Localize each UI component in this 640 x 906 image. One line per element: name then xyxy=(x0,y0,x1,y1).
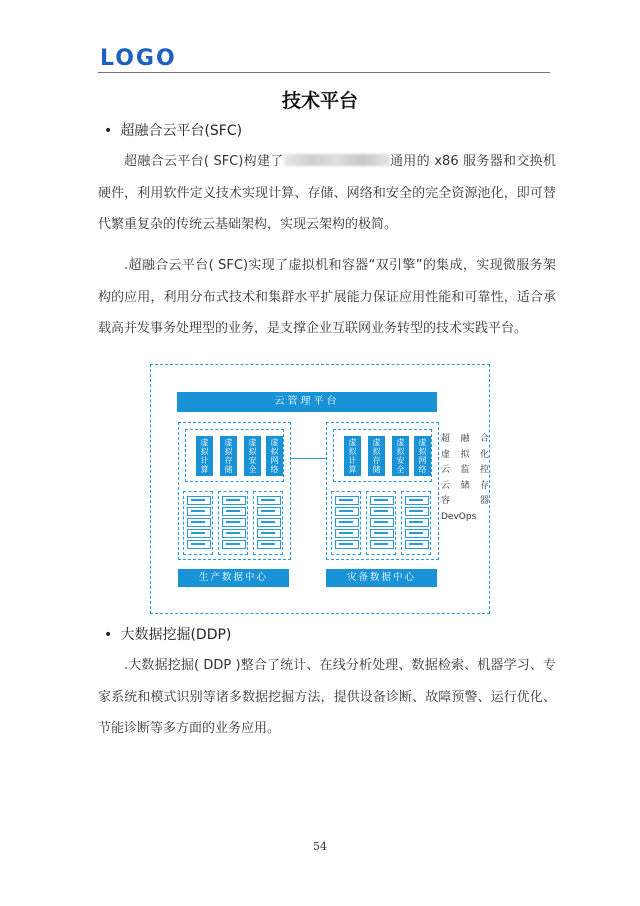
virtual-box-label: 虚拟存储 xyxy=(224,438,233,474)
paragraph-text: .大数据挖掘( DDP )整合了统计、在线分析处理、数据检索、机器学习、专家系统和模式识别等诸多数据挖掘方法，提供设备诊断、故障预警、运行优化、节能诊断等多方面的业务应用。 xyxy=(98,658,556,736)
virtual-network-box xyxy=(266,436,283,476)
redacted-text xyxy=(284,154,390,166)
server-rack xyxy=(218,491,248,555)
bullet-dot: • xyxy=(104,123,113,139)
virtual-security-box xyxy=(244,436,261,476)
feature-char: 容 xyxy=(441,496,451,506)
paragraph-sfc-2 xyxy=(98,250,556,345)
virtual-security-box xyxy=(392,436,409,476)
architecture-diagram xyxy=(150,364,490,614)
server-rack xyxy=(401,491,431,555)
virtual-box-label: 虚拟网络 xyxy=(270,438,279,474)
feature-row xyxy=(441,510,489,526)
header-divider xyxy=(98,72,550,73)
section-heading-text: 大数据挖掘(DDP) xyxy=(120,627,232,643)
virtual-box-label: 虚拟安全 xyxy=(248,438,257,474)
virtual-compute-box xyxy=(344,436,361,476)
feature-char: 融 xyxy=(460,434,470,444)
feature-row xyxy=(441,479,489,495)
feature-char: 虚 xyxy=(441,449,451,460)
feature-list xyxy=(441,432,489,525)
disaster-recovery-dc-label: 灾备数据中心 xyxy=(326,569,437,587)
paragraph-sfc-1 xyxy=(98,146,556,241)
section-heading-text: 超融合云平台(SFC) xyxy=(120,123,243,139)
server-rack xyxy=(331,491,361,555)
logo: LOGO xyxy=(100,46,177,71)
feature-char: 拟 xyxy=(460,449,470,460)
virtualization-group xyxy=(185,429,284,482)
feature-char: 超 xyxy=(441,434,451,444)
virtual-box-label: 虚拟安全 xyxy=(396,438,405,474)
server-rack xyxy=(183,491,213,555)
feature-char: 合 xyxy=(479,434,489,444)
feature-char: 器 xyxy=(479,496,489,506)
dc-link-line xyxy=(290,458,326,459)
feature-char: 监 xyxy=(460,465,470,475)
virtual-box-label: 虚拟存储 xyxy=(372,438,381,474)
feature-char: 控 xyxy=(479,465,489,475)
feature-char: 云 xyxy=(441,465,451,475)
feature-row xyxy=(441,463,489,479)
section-heading-sfc xyxy=(104,120,242,140)
page-title: 技术平台 xyxy=(281,90,358,112)
virtual-storage-box xyxy=(220,436,237,476)
section-heading-ddp xyxy=(104,624,231,644)
feature-char: 化 xyxy=(479,449,489,460)
disaster-recovery-dc-box xyxy=(326,422,439,560)
virtual-compute-box xyxy=(196,436,213,476)
production-dc-box xyxy=(178,422,291,560)
virtual-box-label: 虚拟计算 xyxy=(200,438,209,474)
virtualization-group xyxy=(333,429,432,482)
server-rack xyxy=(366,491,396,555)
virtual-box-label: 虚拟计算 xyxy=(348,438,357,474)
feature-char: 云 xyxy=(441,480,451,491)
feature-char: 存 xyxy=(479,480,489,491)
feature-char: 储 xyxy=(460,480,470,491)
feature-row xyxy=(441,432,489,448)
virtual-storage-box xyxy=(368,436,385,476)
bullet-dot: • xyxy=(104,627,113,643)
virtual-network-box xyxy=(414,436,431,476)
feature-row xyxy=(441,494,489,510)
paragraph-ddp-1 xyxy=(98,650,556,745)
production-dc-label: 生产数据中心 xyxy=(178,569,289,587)
server-rack xyxy=(253,491,283,555)
page-number: 54 xyxy=(313,840,327,853)
virtual-box-label: 虚拟网络 xyxy=(418,438,427,474)
feature-row xyxy=(441,448,489,464)
paragraph-text: 通用的 x86 服务器和交换机硬件，利用软件定义技术实现计算、存储、网络和安全的完全资源池化，即可替代繁重复杂的传统云基础架构，实现云架构的极简。 xyxy=(98,154,556,232)
paragraph-text: 超融合云平台( SFC)构建了 xyxy=(124,154,284,169)
feature-text: DevOps xyxy=(441,511,477,522)
cloud-management-bar: 云管理平台 xyxy=(177,392,437,412)
paragraph-text: .超融合云平台( SFC)实现了虚拟机和容器“双引擎”的集成，实现微服务架构的应用，利用分布式技术和集群水平扩展能力保证应用性能和可靠性，适合承载高并发事务处理型的业务，是支撑企业互联网业务转型的技术实践平台。 xyxy=(98,258,556,336)
